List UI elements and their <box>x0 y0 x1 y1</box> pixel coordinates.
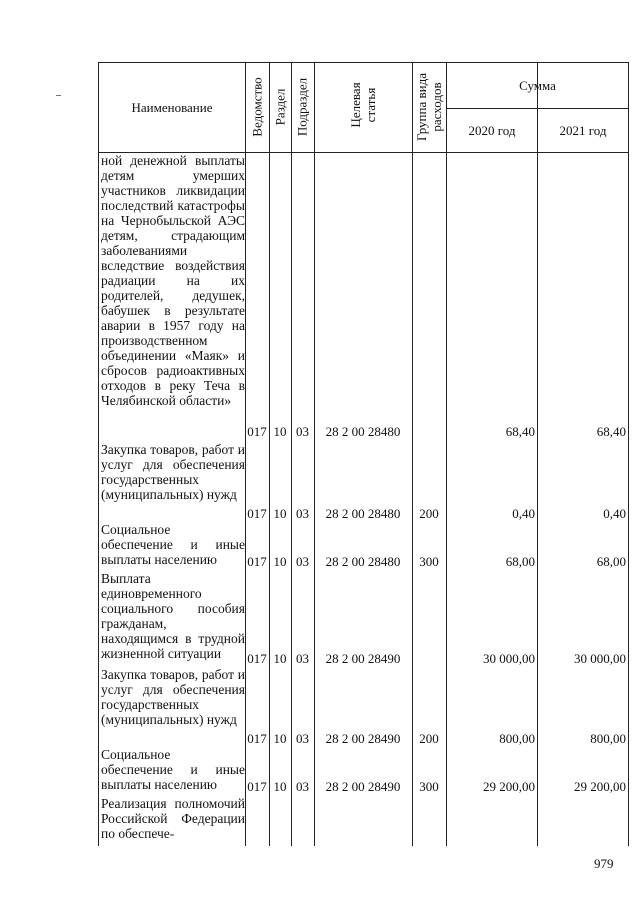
row-name: Выплата единовременного социального пособия гражданам, находящимся в трудной жизненной ситуации <box>101 571 245 661</box>
row-expense-group: 300 <box>419 779 439 794</box>
header-section: Раздел <box>272 88 288 126</box>
header-year-2020 <box>447 109 537 152</box>
header-name-label: Наименование <box>131 99 213 115</box>
row-sum-2020: 800,00 <box>499 731 535 746</box>
header-sum <box>447 63 628 108</box>
row-sum-2021: 68,00 <box>596 554 626 569</box>
row-sum-2020: 29 200,00 <box>483 779 535 794</box>
header-name <box>99 63 245 152</box>
row-department: 017 <box>247 731 267 746</box>
row-department: 017 <box>247 779 267 794</box>
row-expense-group: 300 <box>419 554 439 569</box>
col-border <box>245 62 246 846</box>
row-department: 017 <box>247 424 267 439</box>
row-name: Закупка товаров, работ и услуг для обеспечения государственных (муниципальных) нужд <box>101 667 245 727</box>
row-sum-2021: 68,40 <box>596 424 626 439</box>
row-subsection: 03 <box>296 506 309 521</box>
header-target-line1: Целевая <box>348 82 363 128</box>
row-target-article: 28 2 00 28490 <box>325 731 401 746</box>
row-target-article: 28 2 00 28480 <box>325 424 401 439</box>
col-border <box>446 62 447 846</box>
row-department: 017 <box>247 554 267 569</box>
header-exptype-line2: расходов <box>429 82 444 132</box>
row-sum-2020: 0,40 <box>512 506 535 521</box>
row-sum-2020: 30 000,00 <box>483 651 535 666</box>
row-sum-2021: 0,40 <box>603 506 626 521</box>
row-target-article: 28 2 00 28480 <box>325 554 401 569</box>
col-border <box>537 62 538 846</box>
header-expense-group <box>414 73 444 141</box>
row-section: 10 <box>273 424 287 439</box>
header-sum-label: Сумма <box>519 77 556 93</box>
row-sum-2020: 68,00 <box>505 554 535 569</box>
header-subsection: Подраздел <box>294 77 310 137</box>
row-target-article: 28 2 00 28490 <box>325 651 401 666</box>
header-exptype-line1: Группа вида <box>414 73 429 141</box>
row-name: Социальное обеспечение и иные выплаты населению <box>101 522 245 567</box>
row-target-article: 28 2 00 28480 <box>325 506 401 521</box>
row-sum-2021: 800,00 <box>590 731 626 746</box>
row-section: 10 <box>273 779 287 794</box>
row-expense-group: 200 <box>419 506 439 521</box>
row-subsection: 03 <box>296 424 309 439</box>
row-subsection: 03 <box>296 651 309 666</box>
col-border <box>412 62 413 846</box>
row-section: 10 <box>273 506 287 521</box>
row-section: 10 <box>273 731 287 746</box>
header-target-article <box>348 82 378 127</box>
row-name: Социальное обеспечение и иные выплаты населению <box>101 747 245 792</box>
col-border <box>291 62 292 846</box>
header-department: Ведомство <box>249 77 265 137</box>
row-target-article: 28 2 00 28490 <box>325 779 401 794</box>
row-name: Закупка товаров, работ и услуг для обеспечения государственных (муниципальных) нужд <box>101 442 245 502</box>
col-border <box>314 62 315 846</box>
row-sum-2021: 29 200,00 <box>574 779 626 794</box>
row-name: ной денежной выплаты детям умерших участников ликвидации последствий катастрофы на Чернобыльской АЭС детям, страдающим заболеваниями вследствие воздействия радиации на их родителей, дедушек, бабушек в результате аварии в 1957 году на производственном объединении «Маяк» и сбросов радиоактивных отходов в реку Теча в Челябинской области» <box>101 153 245 408</box>
header-year-2021-label: 2021 год <box>559 122 607 138</box>
row-name: Реализация полномочий Российской Федерации по обеспече- <box>101 796 245 841</box>
row-sum-2021: 30 000,00 <box>574 651 626 666</box>
header-target-line2: статья <box>363 87 378 123</box>
row-section: 10 <box>273 554 287 569</box>
margin-tick-mark <box>56 95 61 96</box>
col-border <box>269 62 270 846</box>
header-year-2020-label: 2020 год <box>468 122 516 138</box>
row-section: 10 <box>273 651 287 666</box>
col-border <box>628 62 629 846</box>
row-subsection: 03 <box>296 779 309 794</box>
row-expense-group: 200 <box>419 731 439 746</box>
col-border <box>98 62 99 846</box>
header-year-2021 <box>538 109 628 152</box>
row-department: 017 <box>247 651 267 666</box>
row-sum-2020: 68,40 <box>505 424 535 439</box>
row-department: 017 <box>247 506 267 521</box>
page-number: 979 <box>594 856 614 871</box>
row-subsection: 03 <box>296 731 309 746</box>
row-subsection: 03 <box>296 554 309 569</box>
